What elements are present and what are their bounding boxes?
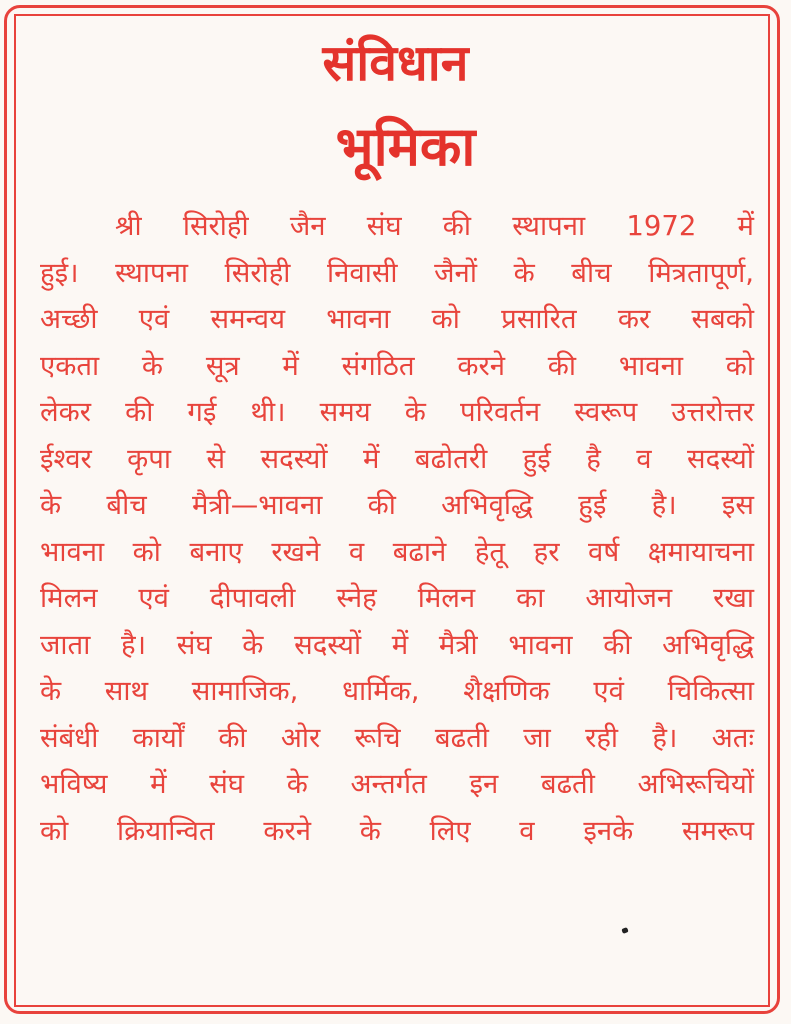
body-line: लेकर की गई थी। समय के परिवर्तन स्वरूप उत्तरोत्तर	[40, 396, 754, 428]
body-line: मिलन एवं दीपावली स्नेह मिलन का आयोजन रखा	[40, 582, 754, 614]
body-line: संबंधी कार्यों की ओर रूचि बढती जा रही है। अतः	[40, 721, 754, 754]
body-line: हुई। स्थापना सिरोही निवासी जैनों के बीच मित्रतापूर्ण,	[40, 256, 754, 289]
body-line: अच्छी एवं समन्वय भावना को प्रसारित कर सबको	[40, 303, 754, 335]
body-line: के बीच मैत्री—भावना की अभिवृद्धि हुई है। इस	[40, 489, 754, 521]
body-line: एकता के सूत्र में संगठित करने की भावना को	[40, 349, 754, 382]
title-constitution: संविधान	[322, 34, 469, 92]
body-line: श्री सिरोही जैन संघ की स्थापना 1972 में	[115, 210, 754, 242]
body-line: के साथ सामाजिक, धार्मिक, शैक्षणिक एवं चिकित्सा	[40, 675, 754, 707]
body-line: ईश्वर कृपा से सदस्यों में बढोतरी हुई है व सदस्यों	[40, 442, 754, 475]
body-line: जाता है। संघ के सदस्यों में मैत्री भावना की अभिवृद्धि	[40, 628, 754, 661]
title-preface: भूमिका	[335, 115, 476, 178]
body-line: भविष्य में संघ के अन्तर्गत इन बढती अभिरूचियों	[40, 768, 754, 800]
body-line: भावना को बनाए रखने व बढाने हेतू हर वर्ष क्षमायाचना	[40, 535, 754, 568]
body-line: को क्रियान्वित करने के लिए व इनके समरूप	[40, 814, 754, 847]
preface-body	[40, 203, 754, 854]
